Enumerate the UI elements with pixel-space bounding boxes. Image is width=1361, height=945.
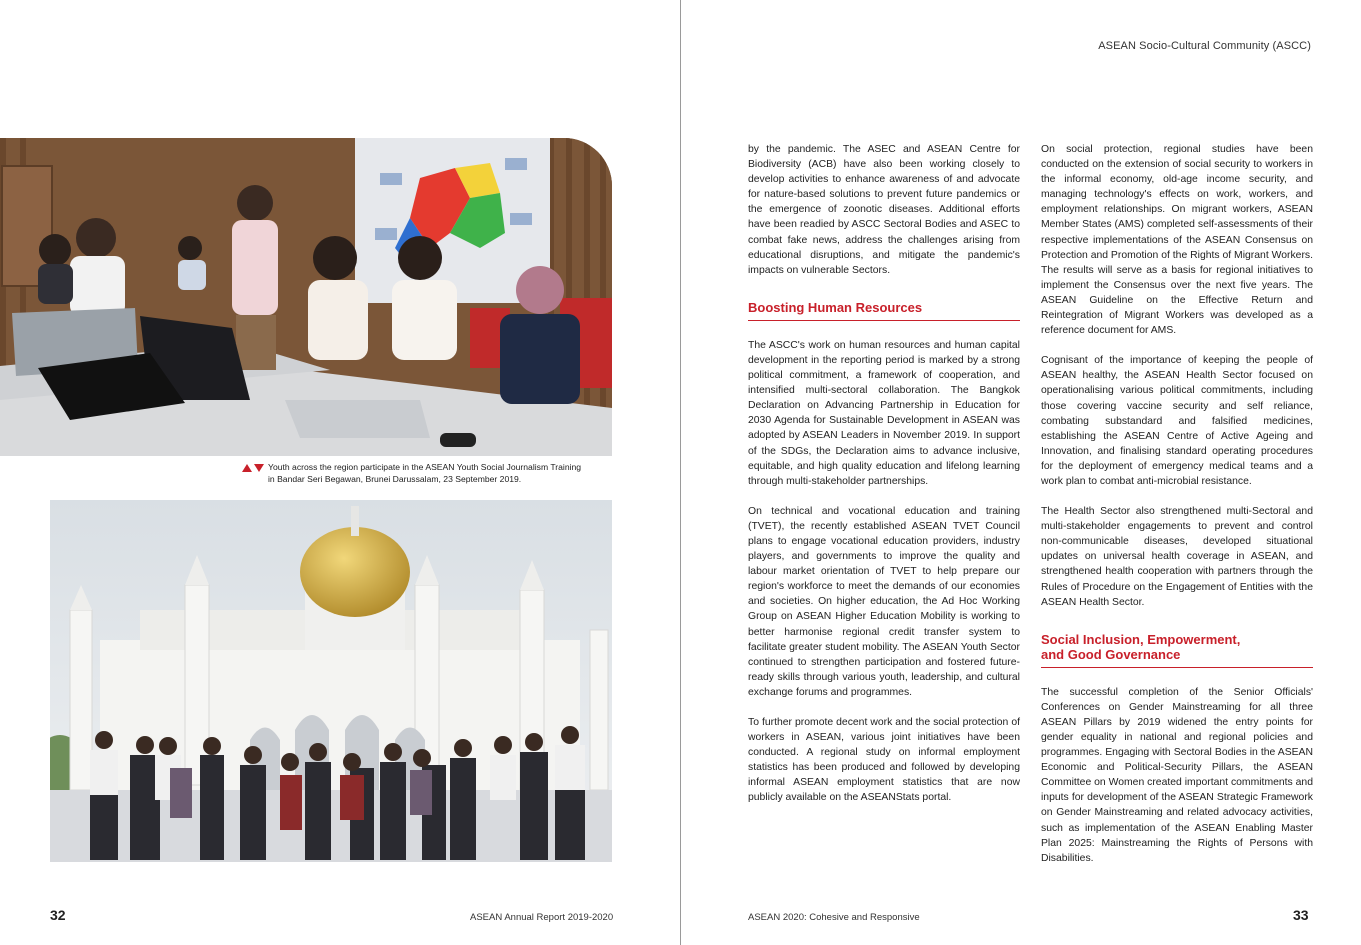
left-page	[0, 0, 680, 945]
paragraph: To further promote decent work and the social protection of workers in ASEAN, various joint initiatives have been conducted. A regional study on informal employment statistics has been produced and followed by developing informal ASEAN employment statistics that are now publicly available on the ASEANStats portal.	[748, 717, 1020, 804]
photo-caption	[242, 461, 622, 485]
heading-boosting-human-resources: Boosting Human Resources	[748, 300, 1020, 321]
classroom-photo	[0, 138, 612, 456]
mosque-photo	[50, 500, 612, 862]
heading-social-inclusion	[1041, 632, 1313, 668]
classroom-illustration	[0, 138, 612, 456]
text-column-left	[748, 142, 1020, 821]
paragraph: The successful completion of the Senior Officials' Conferences on Gender Mainstreaming for all three ASEAN Pillars by 2019 widened the entry points for gender equality in national and regional policies and programmes. Engaging with Sectoral Bodies in the ASEAN Economic and Political-Security Pillars, the ASEAN Committee on Women created important commitments and inputs for development of the ASEAN Strategic Framework on Gender Mainstreaming and related advocacy activities, such as implementation of the ASEAN Enabling Master Plan 2025: Mainstreaming the Rights of Persons with Disabilities.	[1041, 686, 1313, 864]
caption-line-2: in Bandar Seri Begawan, Brunei Darussalam, 23 September 2019.	[268, 474, 522, 484]
left-footer-text: ASEAN Annual Report 2019-2020	[470, 912, 614, 923]
paragraph: The ASCC's work on human resources and human capital development in the reporting period is marked by a strong political commitment, a framework of cooperation, and intensified multi-sectoral collaboration. The Bangkok Declaration on Advancing Partnership in Education for 2030 Agenda for Sustainable Development in ASEAN was adopted by ASEAN Leaders in November 2019. In support of the SDGs, the Declaration aims to advance inclusive, equitable, and high quality education and lifelong learning through multi-stakeholder partnerships.	[748, 339, 1020, 487]
paragraph: The Health Sector also strengthened multi-Sectoral and multi-stakeholder engagements to prevent and control non-communicable diseases, developed situational updates on universal health coverage in ASEAN, and strengthened health cooperation with partners through the Rules of Procedure on the Engagement of Entities with the ASEAN Health Sector.	[1041, 506, 1313, 608]
section-header: ASEAN Socio-Cultural Community (ASCC)	[1098, 40, 1311, 52]
left-page-number: 32	[50, 907, 66, 923]
paragraph: by the pandemic. The ASEC and ASEAN Centre for Biodiversity (ACB) have also been working closely to develop activities to enhance awareness of and advocate for nature-based solutions to prevent future pandemics or the emergence of zoonotic diseases. Additional efforts have been readied by ASCC Sectoral Bodies and ASEC to combat fake news, address the challenges arising from educational disruptions, and mitigate the pandemic's impacts on vulnerable Sectors.	[748, 144, 1020, 276]
paragraph: On technical and vocational education and training (TVET), the recently established ASEAN TVET Council plans to engage vocational education providers, industry players, and governments to improve the quality and labour market orientation of TVET to help prepare our region's workforce to meet the demands of our economies and societies. On higher education, the Ad Hoc Working Group on ASEAN Higher Education Mobility is working to better harmonise regional credit transfer system to facilitate greater student mobility. The ASEAN Youth Sector continued to strengthen participation and fostered future-ready skills through various youth, leadership, and cultural exchange forums and programmes.	[748, 505, 1020, 698]
mosque-illustration	[50, 500, 612, 862]
paragraph: On social protection, regional studies have been conducted on the extension of social security to workers in the informal economy, old-age income security, and managing technology's effects on work, workers, and employment relationships. On migrant workers, ASEAN Member States (AMS) completed self-assessments of their respective implementations of the ASEAN Consensus on Protection and Promotion of the Rights of Migrant Workers. The results will serve as a basis for regional initiatives to implement the Consensus over the next five years. The ASEAN Guideline on the Effective Return and Reintegration of Migrant Workers was developed as a reference document for AMS.	[1041, 144, 1313, 337]
text-column-right	[1041, 142, 1313, 881]
page-gutter	[680, 0, 681, 945]
right-page-number: 33	[1293, 907, 1309, 923]
triangle-down-icon	[254, 464, 264, 472]
right-footer-text: ASEAN 2020: Cohesive and Responsive	[748, 912, 920, 923]
heading-line-1: Social Inclusion, Empowerment,	[1041, 631, 1241, 647]
paragraph: Cognisant of the importance of keeping the people of ASEAN healthy, the ASEAN Health Sector focused on operationalising various political commitments, including those covering vaccine security and self reliance, combating substandard and falsified medicines, establishing the ASEAN Centre of Active Ageing and Innovation, and finalising standard operating procedures for the deployment of emergency medical teams and a work plan to combat anti-microbial resistance.	[1041, 355, 1313, 487]
triangle-up-icon	[242, 464, 252, 472]
caption-line-1: Youth across the region participate in the ASEAN Youth Social Journalism Training	[268, 462, 582, 472]
heading-line-2: and Good Governance	[1041, 646, 1181, 662]
